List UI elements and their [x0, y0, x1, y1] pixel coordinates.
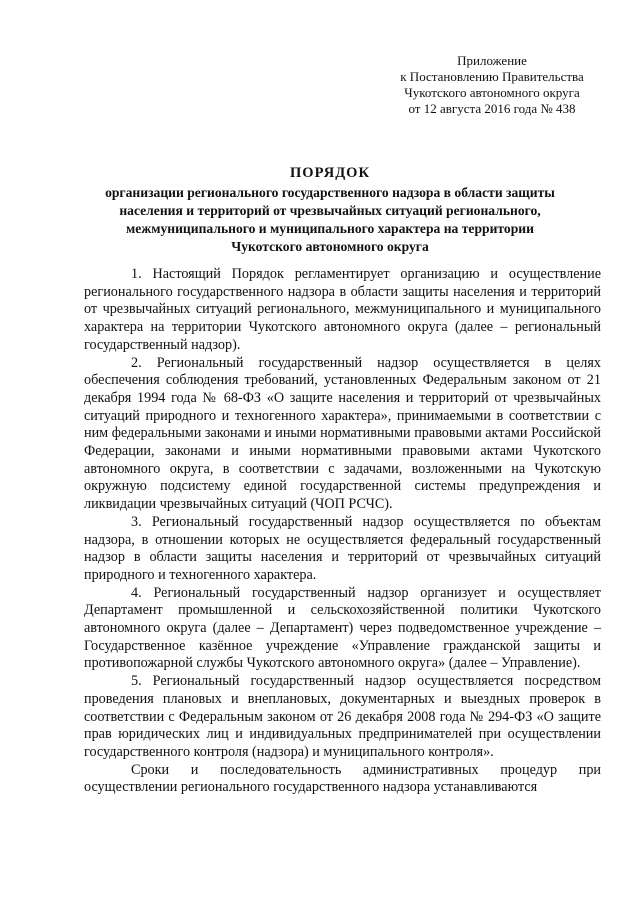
appendix-line: Чукотского автономного округа	[404, 85, 580, 100]
paragraph-4: 4. Региональный государственный надзор организует и осуществляет Департамент промышленной и сельскохозяйственной политики Чукотского автономного округа (далее – Департамент) через подведомственное учреждение – Государственное казённое учреждение «Управление гражданской защиты и противопожарной службы Чукотского автономного округа» (далее – Управление).	[84, 584, 601, 672]
subtitle-line: организации регионального государственного надзора в области защиты	[105, 185, 555, 200]
subtitle-line: межмуниципального и муниципального характера на территории	[126, 221, 534, 236]
paragraph-5: 5. Региональный государственный надзор осуществляется посредством проведения плановых и внеплановых, документарных и выездных проверок в соответствии с Федеральным законом от 26 декабря 2008 года № 294-ФЗ «О защите прав юридических лиц и индивидуальных предпринимателей при осуществлении государственного контроля (надзора) и муниципального контроля».	[84, 673, 601, 760]
document-title: ПОРЯДОК	[290, 165, 370, 181]
document-subtitle	[70, 184, 590, 256]
appendix-header	[372, 53, 612, 117]
subtitle-line: Чукотского автономного округа	[231, 239, 429, 254]
paragraph-6: Сроки и последовательность административных процедур при осуществлении регионального государственного надзора устанавливаются	[84, 761, 601, 796]
paragraph-1: 1. Настоящий Порядок регламентирует организацию и осуществление регионального государственного надзора в области защиты населения и территорий от чрезвычайных ситуаций регионального, межмуниципального и муниципального характера на территории Чукотского автономного округа (далее – региональный государственный надзор).	[84, 266, 601, 353]
paragraph-2: 2. Региональный государственный надзор осуществляется в целях обеспечения соблюдения требований, установленных Федеральным законом от 21 декабря 1994 года № 68-ФЗ «О защите населения и территорий от чрезвычайных ситуаций природного и техногенного характера», принимаемыми в соответствии с ним федеральными законами и иными нормативными правовыми актами Российской Федерации, законами и иными нормативными правовыми актами Чукотского автономного округа, в соответствии с задачами, возложенными на Чукотскую окружную подсистему единой государственной системы предупреждения и ликвидации чрезвычайных ситуаций (ЧОП РСЧС).	[84, 354, 601, 513]
paragraph-3: 3. Региональный государственный надзор осуществляется по объектам надзора, в отношении которых не осуществляется федеральный государственный надзор в области защиты населения и территорий от чрезвычайных ситуаций природного и техногенного характера.	[84, 513, 601, 583]
appendix-line: к Постановлению Правительства	[400, 69, 584, 84]
appendix-line: от 12 августа 2016 года № 438	[408, 101, 576, 116]
appendix-line: Приложение	[457, 53, 527, 68]
subtitle-line: населения и территорий от чрезвычайных ситуаций регионального,	[119, 203, 541, 218]
document-body	[84, 266, 601, 797]
